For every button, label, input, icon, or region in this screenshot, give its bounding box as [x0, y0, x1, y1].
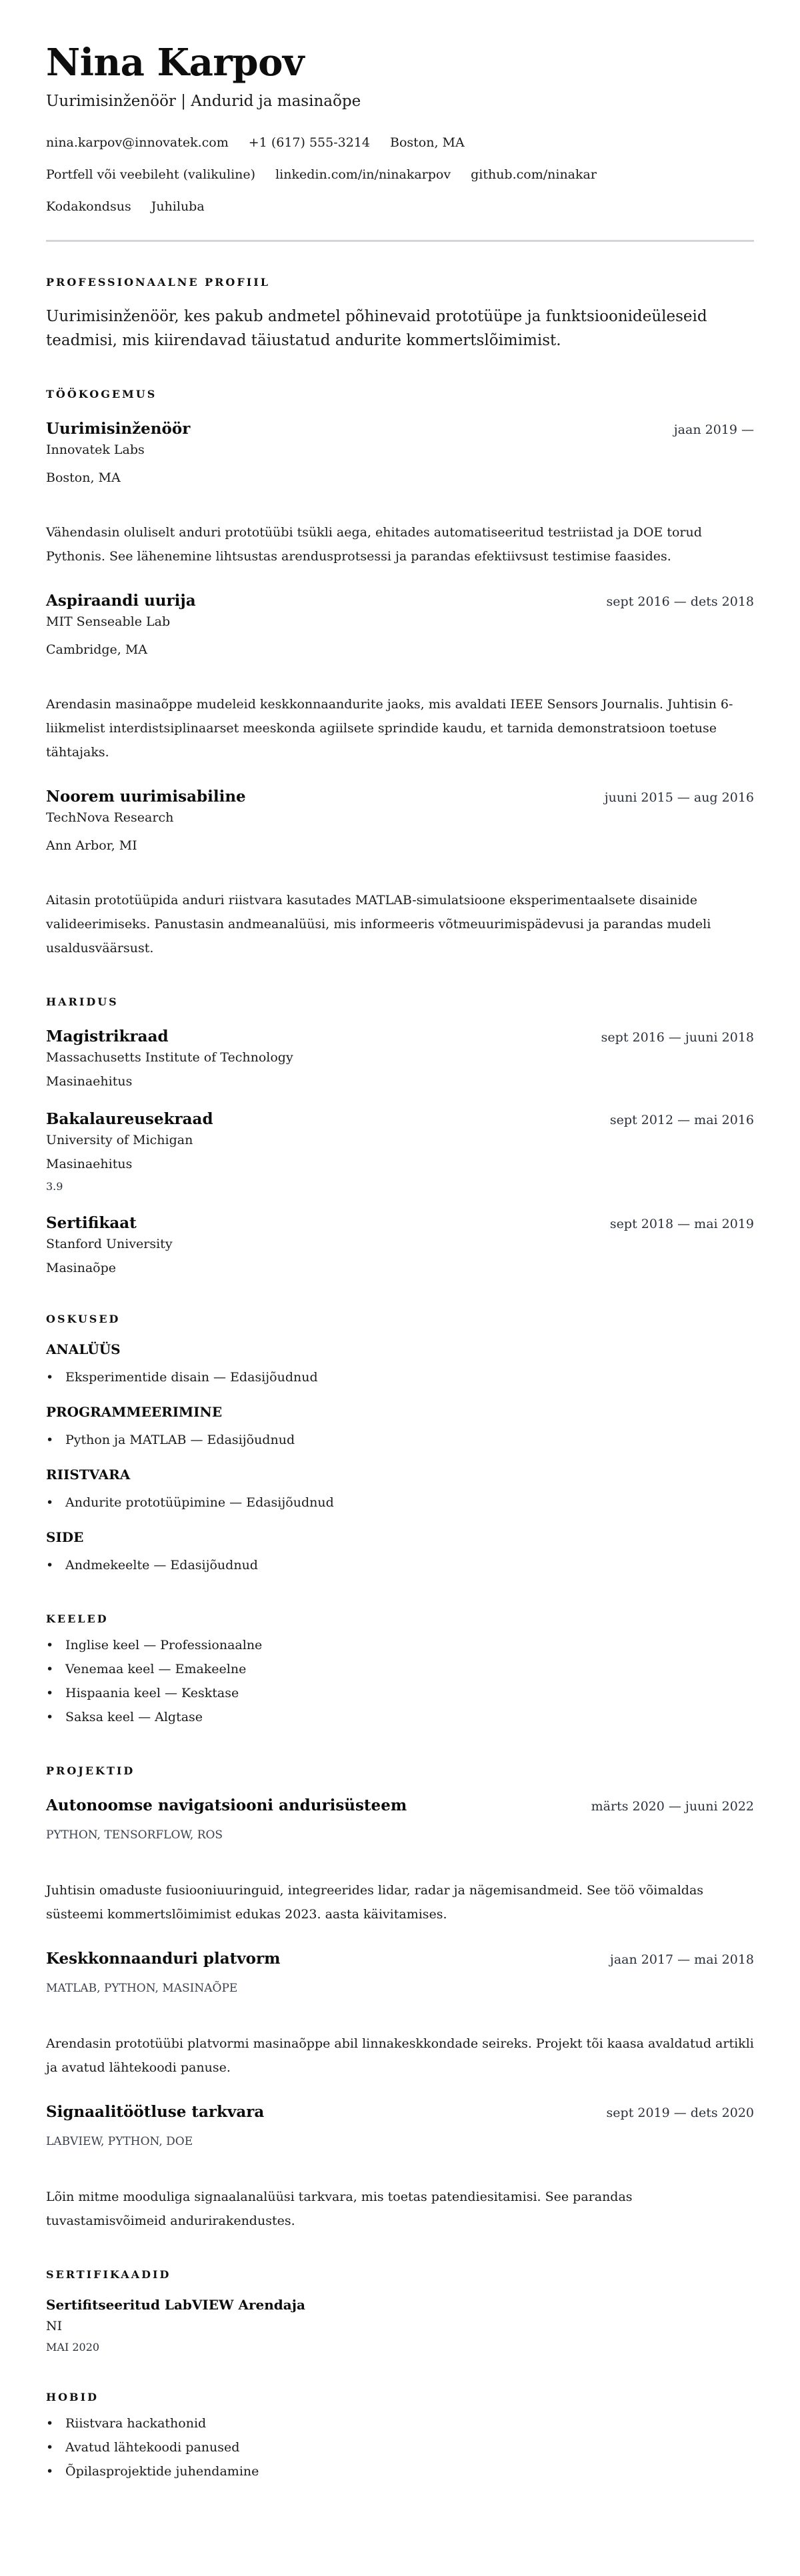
- gpa-value: 3.9: [46, 1180, 63, 1193]
- job-dates: juuni 2015 — aug 2016: [604, 790, 754, 805]
- education-entry: [46, 1213, 754, 1277]
- job-location: Cambridge, MA: [46, 642, 148, 657]
- skill-item: • Andmekeelte — Edasijõudnud: [46, 1553, 754, 1577]
- field-of-study: Masinaõpe: [46, 1261, 117, 1275]
- contact-linkedin[interactable]: linkedin.com/in/ninakarpov: [275, 167, 451, 182]
- resume-header: [46, 41, 754, 242]
- skills-section: [46, 1312, 754, 1577]
- project-description: Arendasin prototüübi platvormi masinaõppe abil linnakeskkondade seireks. Projekt tõi kaasa avaldatud artikli ja avatud lähtekoodi panuse.: [46, 2036, 754, 2075]
- project-tags: LABVIEW, PYTHON, DOE: [46, 2135, 193, 2148]
- certification-title: Sertifitseeritud LabVIEW Arendaja: [46, 2297, 305, 2313]
- project-description: Juhtisin omaduste fusiooniuuringuid, integreerides lidar, radar ja nägemisandmeid. See töö võimaldas süsteemi kommertslõimimist edukas 2023. aasta käivitamises.: [46, 1883, 704, 1922]
- contact-phone[interactable]: +1 (617) 555-3214: [248, 135, 370, 150]
- skill-list: [46, 1428, 754, 1452]
- languages-section: [46, 1612, 754, 1729]
- contact-row-links: [46, 165, 754, 184]
- language-list: [46, 1633, 754, 1729]
- field-of-study: Masinaehitus: [46, 1157, 133, 1171]
- skill-category: SIDE: [46, 1529, 84, 1545]
- job-location: Ann Arbor, MI: [46, 838, 137, 853]
- certification-date: MAI 2020: [46, 2341, 100, 2353]
- project-tags: MATLAB, PYTHON, MASINAÕPE: [46, 1982, 238, 1995]
- job-dates: sept 2016 — dets 2018: [606, 594, 754, 609]
- field-of-study: Masinaehitus: [46, 1074, 133, 1089]
- section-heading-projects: PROJEKTID: [46, 1764, 135, 1777]
- section-heading-experience: TÖÖKOGEMUS: [46, 388, 157, 400]
- skill-category: ANALÜÜS: [46, 1341, 121, 1357]
- project-description: Lõin mitme mooduliga signaalanalüüsi tarkvara, mis toetas patendiesitamisi. See parandas tuvastamisvõimeid andurirakendustes.: [46, 2190, 633, 2228]
- degree-title: Magistrikraad: [46, 1027, 169, 1045]
- project-dates: jaan 2017 — mai 2018: [609, 1952, 754, 1967]
- projects-section: [46, 1764, 754, 2233]
- language-item: • Saksa keel — Algtase: [46, 1705, 754, 1729]
- contact-row-extra: [46, 197, 754, 216]
- section-heading-languages: KEELED: [46, 1612, 109, 1625]
- project-title: Keskkonnaanduri platvorm: [46, 1950, 281, 1968]
- language-item: • Venemaa keel — Emakeelne: [46, 1657, 754, 1681]
- language-item: • Hispaania keel — Kesktase: [46, 1681, 754, 1705]
- project-dates: sept 2019 — dets 2020: [606, 2106, 754, 2120]
- job-title: Noorem uurimisabiline: [46, 788, 246, 806]
- school-name: Stanford University: [46, 1237, 173, 1251]
- language-item: • Inglise keel — Professionaalne: [46, 1633, 754, 1657]
- certification-issuer: NI: [46, 2319, 63, 2333]
- education-dates: sept 2018 — mai 2019: [609, 1217, 754, 1231]
- hobby-list: [46, 2411, 754, 2483]
- contact-drivers-license: Juhiluba: [151, 199, 205, 214]
- school-name: University of Michigan: [46, 1133, 193, 1147]
- hobby-item: • Riistvara hackathonid: [46, 2411, 754, 2435]
- job-entry: [46, 787, 754, 960]
- contact-email[interactable]: nina.karpov@innovatek.com: [46, 135, 229, 150]
- project-entry: [46, 2102, 754, 2233]
- project-title: Autonoomse navigatsiooni andurisüsteem: [46, 1796, 407, 1814]
- education-entry: [46, 1109, 754, 1195]
- certification-entry: [46, 2295, 754, 2355]
- hobbies-section: [46, 2390, 754, 2483]
- job-title: Uurimisinženöör: [46, 420, 191, 438]
- education-dates: sept 2012 — mai 2016: [609, 1113, 754, 1127]
- profile-section: [46, 275, 754, 352]
- section-heading-skills: OSKUSED: [46, 1313, 121, 1325]
- skill-category: RIISTVARA: [46, 1467, 131, 1483]
- candidate-name: Nina Karpov: [46, 41, 304, 85]
- job-company: TechNova Research: [46, 810, 174, 825]
- skill-list: [46, 1365, 754, 1389]
- contact-github[interactable]: github.com/ninakar: [471, 167, 597, 182]
- job-entry: [46, 591, 754, 764]
- job-title: Aspiraandi uurija: [46, 592, 196, 610]
- section-heading-certifications: SERTIFIKAADID: [46, 2268, 171, 2281]
- project-entry: [46, 1949, 754, 2080]
- skill-item: • Eksperimentide disain — Edasijõudnud: [46, 1365, 754, 1389]
- contact-row-primary: [46, 133, 754, 152]
- section-heading-hobbies: HOBID: [46, 2391, 99, 2403]
- school-name: Massachusetts Institute of Technology: [46, 1050, 293, 1065]
- experience-section: [46, 387, 754, 960]
- job-description: Aitasin prototüüpida anduri riistvara kasutades MATLAB-simulatsioone eksperimentaalsete disainide valideerimiseks. Panustasin andmeanalüüsi, mis informeeris võtmeuurimispädevusi ja parandas mudeli usaldusväärsust.: [46, 893, 711, 956]
- skill-list: [46, 1491, 754, 1515]
- job-description: Vähendasin oluliselt anduri prototüübi tsükli aega, ehitades automatiseeritud testriistad ja DOE torud Pythonis. See lähenemine lihtsustas arendusprotsessi ja parandas efektiivsust testimise faasides.: [46, 525, 702, 564]
- education-section: [46, 995, 754, 1277]
- skill-item: • Andurite prototüüpimine — Edasijõudnud: [46, 1491, 754, 1515]
- degree-title: Sertifikaat: [46, 1214, 137, 1232]
- project-title: Signaalitöötluse tarkvara: [46, 2103, 265, 2121]
- hobby-item: • Avatud lähtekoodi panused: [46, 2435, 754, 2459]
- contact-citizenship: Kodakondsus: [46, 199, 131, 214]
- hobby-item: • Õpilasprojektide juhendamine: [46, 2459, 754, 2483]
- job-location: Boston, MA: [46, 470, 121, 485]
- skill-item: • Python ja MATLAB — Edasijõudnud: [46, 1428, 754, 1452]
- education-entry: [46, 1027, 754, 1091]
- certifications-section: [46, 2267, 754, 2355]
- skill-list: [46, 1553, 754, 1577]
- degree-title: Bakalaureusekraad: [46, 1110, 213, 1128]
- job-company: Innovatek Labs: [46, 442, 145, 457]
- project-tags: PYTHON, TENSORFLOW, ROS: [46, 1828, 223, 1842]
- job-dates: jaan 2019 —: [673, 422, 754, 437]
- education-dates: sept 2016 — juuni 2018: [601, 1030, 754, 1045]
- section-heading-education: HARIDUS: [46, 995, 119, 1008]
- contact-location: Boston, MA: [389, 135, 465, 150]
- job-entry: [46, 419, 754, 568]
- header-divider: [46, 240, 754, 242]
- section-heading-profile: PROFESSIONAALNE PROFIIL: [46, 276, 270, 289]
- candidate-headline: Uurimisinženöör | Andurid ja masinaõpe: [46, 93, 361, 110]
- skill-category: PROGRAMMEERIMINE: [46, 1404, 223, 1420]
- contact-portfolio[interactable]: Portfell või veebileht (valikuline): [46, 167, 256, 182]
- job-company: MIT Senseable Lab: [46, 614, 171, 629]
- job-description: Arendasin masinaõppe mudeleid keskkonnaandurite jaoks, mis avaldati IEEE Sensors Journalis. Juhtisin 6-liikmelist interdistsiplinaarset meeskonda agiilsete sprindide kaudu, et tarnida demonstratsioon toetuse tähtajaks.: [46, 697, 733, 760]
- project-dates: märts 2020 — juuni 2022: [591, 1799, 754, 1814]
- project-entry: [46, 1796, 754, 1926]
- profile-summary: Uurimisinženöör, kes pakub andmetel põhinevaid prototüüpe ja funktsioonideüleseid teadmisi, mis kiirendavad täiustatud andurite kommertslõimimist.: [46, 308, 707, 349]
